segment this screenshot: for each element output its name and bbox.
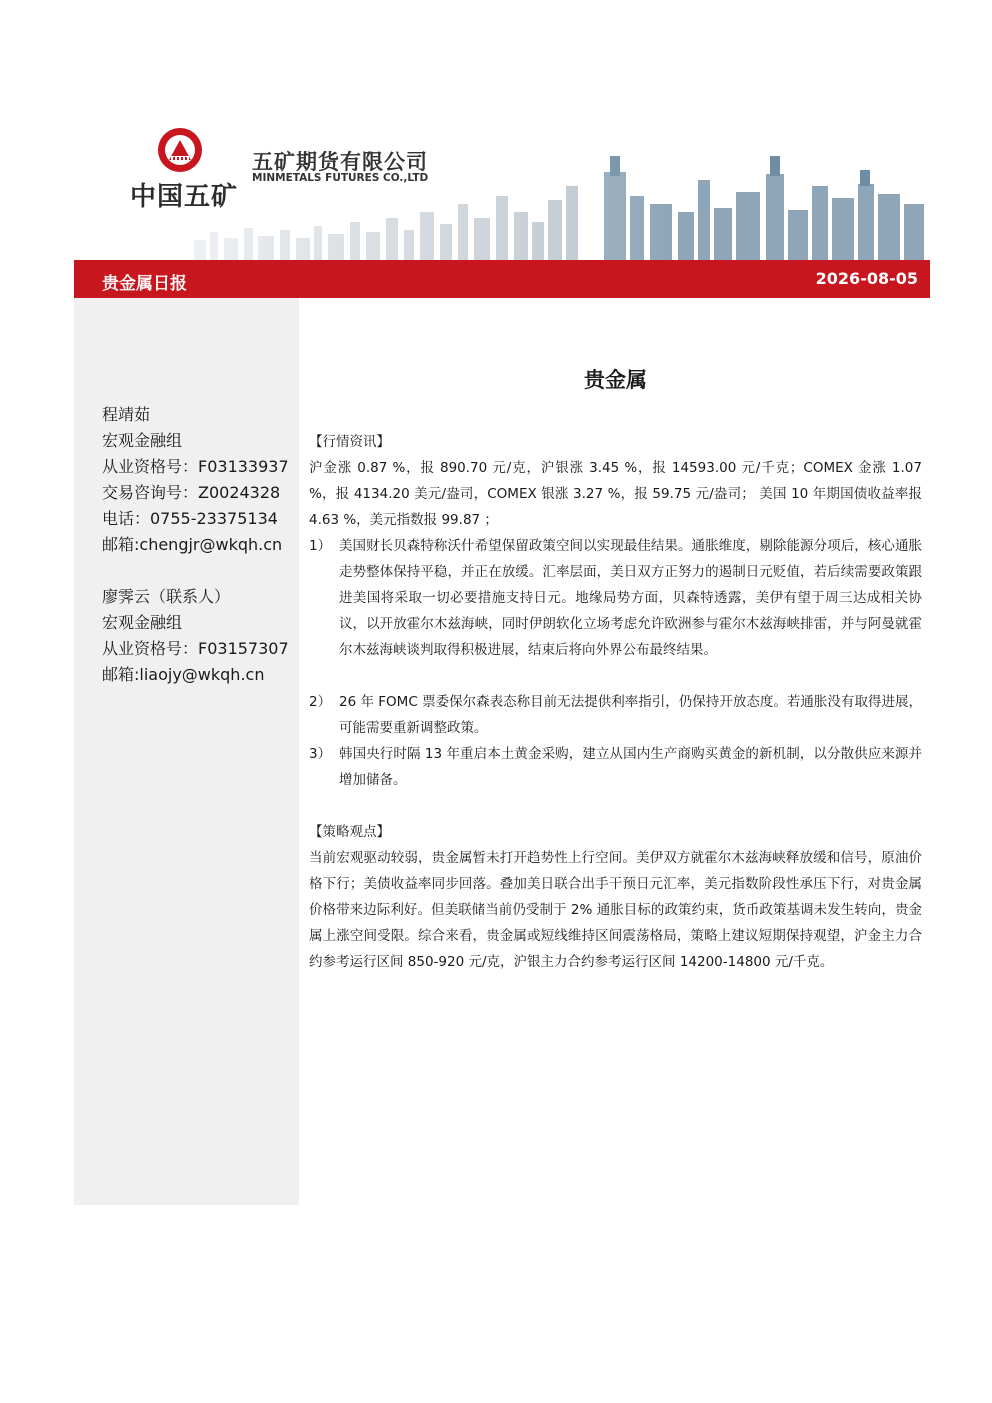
list-item-number: 2）: [309, 694, 332, 710]
analyst-qualification: 从业资格号：F03133937: [102, 457, 289, 476]
analyst-qualification: 从业资格号：F03157307: [102, 639, 289, 658]
company-name-en: MINMETALS FUTURES CO.,LTD: [252, 172, 429, 184]
market-section-heading: 【行情资讯】: [309, 434, 390, 450]
analyst-name: 程靖茹: [102, 405, 151, 424]
analyst-dept: 宏观金融组: [102, 613, 183, 632]
strategy-text: 当前宏观驱动较弱，贵金属暂未打开趋势性上行空间。美伊双方就霍尔木兹海峡释放缓和信号，原油价格下行；美债收益率同步回落。叠加美日联合出手干预日元汇率，美元指数阶段性承压下行，对贵金属价格带来边际利好。但美联储当前仍受制于 2% 通胀目标的政策约束，货币政策基调未发生转向，贵金属上涨空间受限。综合来看，贵金属或短线维持区间震荡格局，策略上建议短期保持观望，沪金主力合约参考运行区间 850-920 元/克，沪银主力合约参考运行区间 14200-14800 元/千克。: [309, 850, 922, 970]
list-item-number: 1）: [309, 538, 332, 554]
minmetals-emblem-icon: [156, 126, 204, 174]
market-summary: 沪金涨 0.87 %，报 890.70 元/克，沪银涨 3.45 %，报 14593.00 元/千克；COMEX 金涨 1.07 %，报 4134.20 美元/盎司，COMEX 银涨 3.27 %，报 59.75 元/盎司； 美国 10 年期国债收益率报 4.63 %，美元指数报 99.87 ；: [309, 460, 922, 528]
analyst-consult-number: 交易咨询号：Z0024328: [102, 483, 281, 502]
report-date: 2026-08-05: [815, 269, 918, 288]
analyst-sidebar: [74, 298, 299, 1205]
analyst-phone: 电话：0755-23375134: [102, 509, 278, 528]
list-item-text: 美国财长贝森特称沃什希望保留政策空间以实现最佳结果。通胀维度，剔除能源分项后，核心通胀走势整体保持平稳，并正在放缓。汇率层面，美日双方正努力的遏制日元贬值，若后续需要政策跟进美国将采取一切必要措施支持日元。地缘局势方面，贝森特透露，美伊有望于周三达成相关协议，以开放霍尔木兹海峡，同时伊朗软化立场考虑允许欧洲参与霍尔木兹海峡排雷，并与阿曼就霍尔木兹海峡谈判取得积极进展，结束后将向外界公布最终结果。: [339, 538, 922, 658]
company-name-cn: 五矿期货有限公司: [252, 150, 428, 174]
logo-text: 中国五矿: [130, 182, 239, 212]
report-title: 贵金属: [584, 368, 647, 392]
analyst-card: [102, 402, 297, 558]
report-banner: [74, 260, 930, 298]
analyst-card: [102, 584, 297, 688]
list-item-text: 韩国央行时隔 13 年重启本土黄金采购，建立从国内生产商购买黄金的新机制，以分散供应来源并增加储备。: [339, 746, 922, 788]
analyst-email[interactable]: 邮箱:liaojy@wkqh.cn: [102, 665, 265, 684]
list-item-number: 3）: [309, 746, 332, 762]
analyst-dept: 宏观金融组: [102, 431, 183, 450]
analyst-email[interactable]: 邮箱:chengjr@wkqh.cn: [102, 535, 283, 554]
list-item-text: 26 年 FOMC 票委保尔森表态称目前无法提供利率指引，仍保持开放态度。若通胀没有取得进展，可能需要重新调整政策。: [339, 694, 922, 736]
report-header: [74, 100, 930, 260]
analyst-name: 廖霁云（联系人）: [102, 587, 231, 606]
strategy-section-heading: 【策略观点】: [309, 824, 390, 840]
report-type-title: 贵金属日报: [102, 274, 187, 294]
